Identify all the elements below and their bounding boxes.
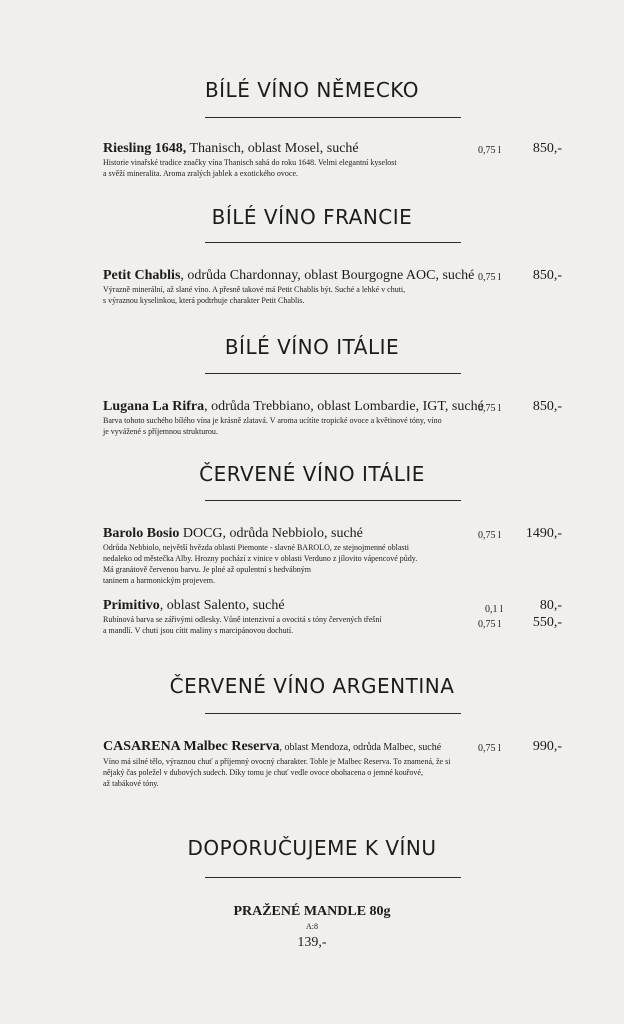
wine-description: Výrazně minerální, až slané víno. A přesně takové má Petit Chablis být. Suché a lehké v chuti, s výraznou kyselinkou, která podtrhuje charakter Petit Chablis.: [103, 285, 406, 305]
wine-volume: 0,1 l: [485, 604, 503, 615]
wine-description: Rubínová barva se zářivými odlesky. Vůně intenzivní a ovocitá s tóny červených třešní a mandlí. V chuti jsou cítit maliny s marcipánovou dochutí.: [103, 615, 382, 635]
wine-volume: 0,75 l: [478, 619, 501, 630]
wine-price: 1490,-: [525, 526, 562, 541]
section-title-red-italy: ČERVENÉ VÍNO ITÁLIE: [199, 462, 425, 486]
wine-price: 850,-: [532, 399, 562, 414]
section-divider: [205, 117, 461, 118]
wine-price: 850,-: [532, 268, 562, 283]
wine-volume: 0,75 l: [478, 530, 501, 541]
wine-item-casarena: [103, 738, 483, 789]
wine-description: Víno má silné tělo, výraznou chuť a příjemný ovocný charakter. Tohle je Malbec Reserva. To znamená, že si nějaký čas poležel v dubových sudech. Díky tomu je chuť vedle ovoce obohacena o jemné kouřové, až tabákové tóny.: [103, 757, 451, 788]
wine-price: 550,-: [532, 615, 562, 630]
wine-item-lugana: [103, 398, 483, 437]
wine-name: Primitivo: [103, 598, 160, 613]
section-divider: [205, 500, 461, 501]
section-title-red-argentina: ČERVENÉ VÍNO ARGENTINA: [169, 674, 455, 698]
recommend-item-name: PRAŽENÉ MANDLE 80g: [233, 904, 391, 919]
wine-item-barolo: [103, 525, 483, 586]
wine-volume: 0,75 l: [478, 145, 501, 156]
wine-detail: , oblast Mendoza, odrůda Malbec, suché: [279, 742, 442, 753]
wine-name: CASARENA Malbec Reserva: [103, 739, 280, 754]
wine-detail: , odrůda Trebbiano, oblast Lombardie, IGT, suché: [204, 399, 484, 414]
wine-detail: , oblast Salento, suché: [159, 598, 285, 613]
wine-name: Barolo Bosio: [103, 526, 180, 541]
recommend-price: 139,-: [297, 935, 327, 950]
wine-name: Lugana La Rifra: [103, 399, 205, 414]
wine-description: Barva tohoto suchého bílého vína je krásně zlatavá. V aroma ucítíte tropické ovoce a květinové tóny, víno je vyvážené s příjemnou strukturou.: [103, 416, 442, 436]
wine-name: Riesling 1648,: [103, 141, 187, 156]
section-divider: [205, 373, 461, 374]
wine-description: Historie vinařské tradice značky vína Thanisch sahá do roku 1648. Velmi elegantní kyselost a svěží mineralita. Aroma zralých jablek a exotického ovoce.: [103, 158, 397, 178]
recommend-allergens: A:8: [306, 922, 318, 931]
wine-detail: , odrůda Chardonnay, oblast Bourgogne AOC, suché: [180, 268, 475, 283]
section-title-white-italy: BÍLÉ VÍNO ITÁLIE: [224, 335, 400, 359]
wine-price: 80,-: [539, 598, 562, 613]
wine-price: 990,-: [532, 739, 562, 754]
wine-volume: 0,75 l: [478, 403, 501, 414]
wine-detail: Thanisch, oblast Mosel, suché: [186, 141, 359, 156]
wine-detail: DOCG, odrůda Nebbiolo, suché: [179, 526, 363, 541]
wine-item-petit-chablis: [103, 267, 483, 306]
section-divider: [205, 877, 461, 878]
wine-price: 850,-: [532, 141, 562, 156]
section-title-recommend: DOPORUČUJEME K VÍNU: [187, 836, 437, 860]
wine-volume: 0,75 l: [478, 272, 501, 283]
section-divider: [205, 713, 461, 714]
section-title-white-france: BÍLÉ VÍNO FRANCIE: [211, 205, 413, 229]
wine-volume: 0,75 l: [478, 743, 501, 754]
section-divider: [205, 242, 461, 243]
section-title-white-germany: BÍLÉ VÍNO NĚMECKO: [204, 78, 420, 102]
wine-item-riesling: [103, 140, 483, 179]
wine-item-primitivo: [103, 597, 483, 636]
wine-description: Odrůda Nebbiolo, největší hvězda oblasti Piemonte - slavné BAROLO, ze stejnojmenné oblasti nedaleko od městečka Alby. Hrozny pochází z vinice v oblasti Verduno z jílovito vápencové půdy. Má granátově červenou barvu. Je plné až opulentní s hedvábným taninem a harmonickým projevem.: [103, 543, 418, 585]
wine-name: Petit Chablis: [103, 268, 181, 283]
